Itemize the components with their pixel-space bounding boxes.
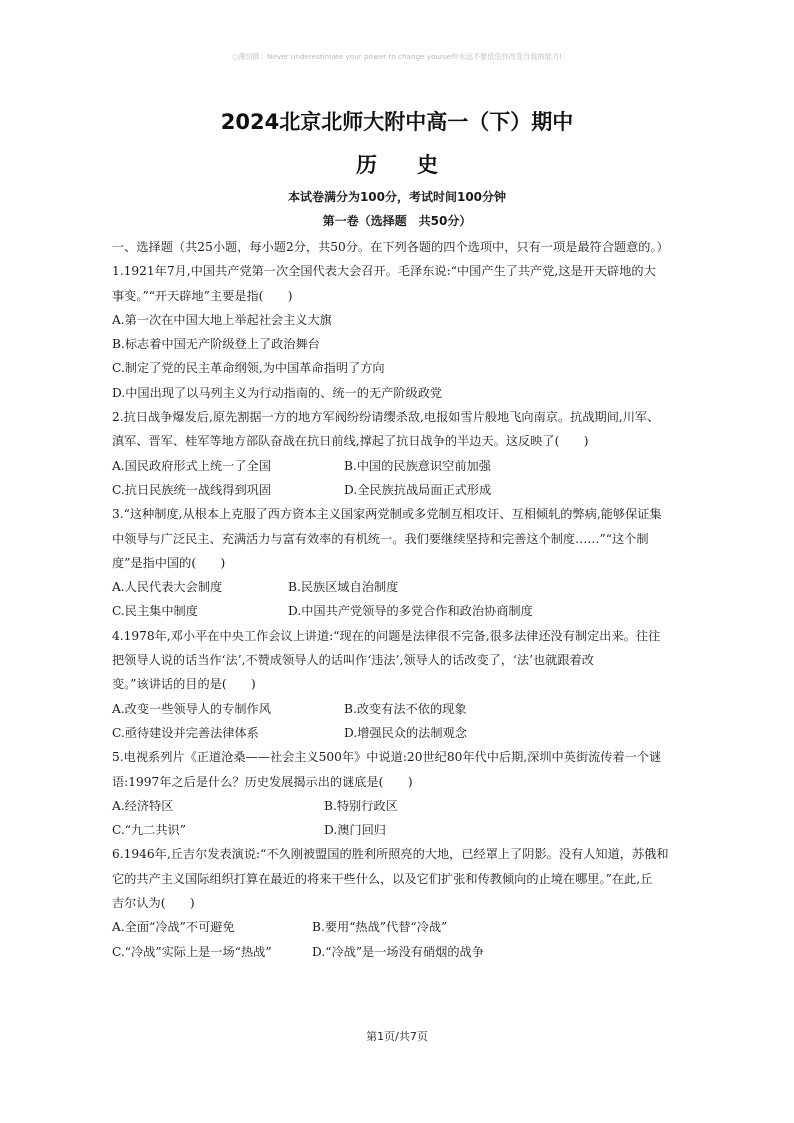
option-b[interactable]: B.特别行政区	[324, 798, 398, 813]
option-b[interactable]: B.民族区域自治制度	[288, 580, 399, 595]
option-d[interactable]: D.中国共产党领导的多党合作和政治协商制度	[288, 604, 533, 619]
question-stem-line: 4.1978年,邓小平在中央工作会议上讲道:“现在的问题是法律很不完备,很多法律还没有制定出来。往往	[112, 628, 661, 643]
option-a[interactable]: A.人民代表大会制度	[112, 580, 223, 595]
option-a[interactable]: A.国民政府形式上统一了全国	[112, 458, 271, 473]
question-5	[112, 745, 692, 842]
option-d[interactable]: D.中国出现了以马列主义为行动指南的、统一的无产阶级政党	[112, 385, 443, 400]
option-row	[112, 454, 692, 478]
option-b[interactable]: B.中国的民族意识空前加强	[344, 458, 491, 473]
question-stem-line: 1.1921年7月,中国共产党第一次全国代表大会召开。毛泽东说:“中国产生了共产党,这是开天辟地的大	[112, 264, 656, 279]
question-6	[112, 842, 692, 963]
question-stem-line: 2.抗日战争爆发后,原先割据一方的地方军阀纷纷请缨杀敌,电报如雪片般地飞向南京。抗战期间,川军、	[112, 410, 660, 425]
option-row	[112, 940, 692, 964]
option-c[interactable]: C.“冷战”实际上是一场“热战”	[112, 944, 272, 959]
question-stem-line: 它的共产主义国际组织打算在最近的将来干些什么，以及它们扩张和传教倾向的止境在哪里。”在此,丘	[112, 871, 653, 886]
option-row	[112, 915, 692, 939]
option-c[interactable]: C.抗日民族统一战线得到巩固	[112, 482, 272, 497]
page-number: 第1页/共7页	[366, 1030, 428, 1043]
subject-title: 历史	[356, 153, 478, 177]
question-stem-line: 度”是指中国的( )	[112, 555, 226, 570]
exam-info: 本试卷满分为100分，考试时间100分钟	[287, 190, 507, 204]
question-3	[112, 502, 692, 623]
option-c[interactable]: C.“九二共识”	[112, 823, 186, 838]
option-d[interactable]: D.增强民众的法制观念	[344, 725, 467, 740]
option-b[interactable]: B.改变有法不依的现象	[344, 701, 467, 716]
option-row	[112, 818, 692, 842]
option-row	[112, 478, 692, 502]
question-stem-line: 变。”该讲话的目的是( )	[112, 677, 256, 692]
option-d[interactable]: D.“冷战”是一场没有硝烟的战争	[312, 944, 484, 959]
option-a[interactable]: A.第一次在中国大地上举起社会主义大旗	[112, 312, 332, 327]
question-1	[112, 259, 692, 405]
option-a[interactable]: A.经济特区	[112, 798, 174, 813]
question-stem-line: 事变。”“开天辟地”主要是指( )	[112, 288, 293, 303]
option-row	[112, 697, 692, 721]
option-d[interactable]: D.澳门回归	[324, 823, 386, 838]
question-stem-line: 把领导人说的话当作‘法’,不赞成领导人的话叫作‘违法’,领导人的话改变了，‘法’也就跟着改	[112, 653, 594, 668]
option-c[interactable]: C.民主集中制度	[112, 604, 198, 619]
question-stem-line: 语:1997年之后是什么？历史发展揭示出的谜底是( )	[112, 774, 413, 789]
question-stem-line: 6.1946年,丘吉尔发表演说:“不久刚被盟国的胜利所照亮的大地，已经罩上了阴影。没有人知道，苏俄和	[112, 847, 669, 862]
option-b[interactable]: B.要用“热战”代替“冷战”	[312, 920, 448, 935]
option-b[interactable]: B.标志着中国无产阶级登上了政治舞台	[112, 337, 320, 352]
option-row	[112, 599, 692, 623]
question-2	[112, 405, 692, 502]
watermark-text: ○薄切胖：Never underestimate your power to change yourself!永远不要低估你改变自我的能力!	[232, 52, 562, 61]
question-stem-line: 吉尔认为( )	[112, 896, 195, 911]
option-d[interactable]: D.全民族抗战局面正式形成	[344, 482, 492, 497]
section-instruction: 一、选择题（共25小题，每小题2分，共50分。在下列各题的四个选项中，只有一项是最符合题意的。）	[112, 240, 669, 254]
question-stem-line: 5.电视系列片《正道沧桑——社会主义500年》中说道:20世纪80年代中后期,深圳中英街流传着一个谜	[112, 750, 662, 765]
exam-title: 2024北京北师大附中高一（下）期中	[220, 110, 574, 134]
option-row	[112, 575, 692, 599]
part-title: 第一卷（选择题 共50分）	[322, 214, 472, 228]
option-a[interactable]: A.全面“冷战”不可避免	[112, 920, 235, 935]
option-a[interactable]: A.改变一些领导人的专制作风	[112, 701, 271, 716]
question-4	[112, 624, 692, 745]
option-c[interactable]: C.制定了党的民主革命纲领,为中国革命指明了方向	[112, 361, 385, 376]
question-stem-line: 中领导与广泛民主、充满活力与富有效率的有机统一。我们要继续坚持和完善这个制度……”“这个制	[112, 531, 649, 546]
question-stem-line: 滇军、晋军、桂军等地方部队奋战在抗日前线,撑起了抗日战争的半边天。这反映了( )	[112, 434, 589, 449]
questions-body	[112, 235, 692, 964]
option-row	[112, 794, 692, 818]
option-row	[112, 721, 692, 745]
question-stem-line: 3.“这种制度,从根本上克服了西方资本主义国家两党制或多党制互相攻讦、互相倾轧的弊病,能够保证集	[112, 507, 662, 522]
option-c[interactable]: C.亟待建设并完善法律体系	[112, 725, 259, 740]
